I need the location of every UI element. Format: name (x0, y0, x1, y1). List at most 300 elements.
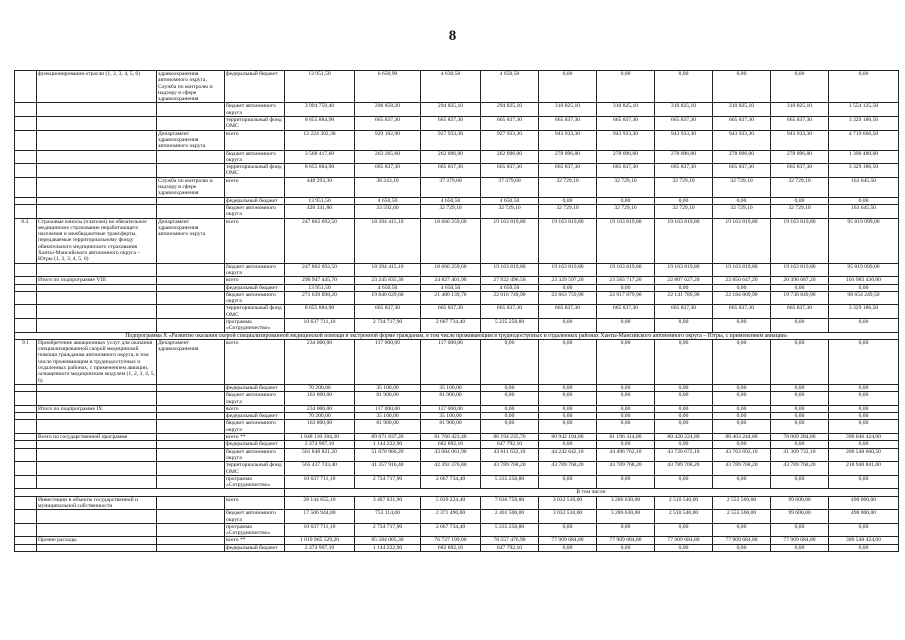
amount-cell: 929 102,90 (355, 130, 421, 150)
amount-cell: 3 286 630,00 (597, 496, 655, 510)
amount-cell: 43 084 061,90 (421, 448, 481, 462)
amount-cell: 665 837,30 (713, 305, 771, 319)
amount-cell: 6 650,90 (355, 71, 421, 103)
amount-cell: 0,00 (597, 384, 655, 391)
amount-cell: 18 666 259,60 (421, 218, 481, 263)
amount-cell: 0,00 (655, 441, 713, 448)
amount-cell: 0,00 (829, 284, 899, 291)
amount-cell: 0,00 (713, 392, 771, 406)
amount-cell: 0,00 (655, 475, 713, 489)
amount-cell: 2 667 734,40 (421, 318, 481, 332)
amount-cell: 665 837,30 (655, 117, 713, 131)
amount-cell: 0,00 (713, 284, 771, 291)
amount-cell: 0,00 (655, 420, 713, 434)
measure-name: функционирования отрасли (1, 2, 3, 4, 5, 6) (37, 71, 157, 103)
funding-source: всего (225, 218, 285, 263)
amount-cell: 81 900,00 (421, 392, 481, 406)
amount-cell: 247 862 692,50 (285, 218, 355, 263)
amount-cell: 0,00 (771, 523, 829, 537)
amount-cell: 389 548 424,00 (829, 537, 899, 544)
amount-cell: 23 583 717,20 (597, 277, 655, 284)
amount-cell: 163 645,50 (829, 177, 899, 197)
amount-cell: 0,00 (829, 392, 899, 406)
row-number (15, 117, 37, 131)
row-number: 8.3. (15, 218, 37, 263)
amount-cell: 2 734 717,90 (355, 475, 421, 489)
amount-cell: 0,00 (597, 339, 655, 384)
amount-cell: 0,00 (481, 420, 539, 434)
amount-cell: 0,00 (655, 544, 713, 551)
amount-cell: 0,00 (481, 384, 539, 391)
funding-source: федеральный бюджет (225, 384, 285, 391)
amount-cell: 13 951,50 (285, 284, 355, 291)
responsible-executor (157, 405, 225, 412)
measure-name: Итого по подпрограмме VIII (37, 277, 157, 284)
amount-cell: 665 837,30 (539, 305, 597, 319)
amount-cell: 665 837,30 (713, 117, 771, 131)
amount-cell: 13 951,50 (285, 197, 355, 204)
funding-source: программа «Сотрудничество» (225, 318, 285, 332)
amount-cell: 18 666 259,60 (421, 263, 481, 277)
amount-cell: 310 825,10 (771, 103, 829, 117)
amount-cell: 440 293,30 (285, 177, 355, 197)
amount-cell: 22 807 627,20 (655, 277, 713, 284)
amount-cell: 19 163 819,80 (713, 263, 771, 277)
amount-cell: 3 286 630,00 (597, 510, 655, 524)
banner-body (15, 332, 899, 339)
amount-cell: 0,00 (829, 544, 899, 551)
amount-cell: 290 947 445,70 (285, 277, 355, 284)
amount-cell: 76 727 199,00 (421, 537, 481, 544)
funding-source: всего (225, 405, 285, 412)
table-row (15, 291, 899, 305)
amount-cell: 0,00 (713, 475, 771, 489)
amount-cell: 19 163 819,80 (655, 218, 713, 263)
amount-cell: 43 789 768,20 (771, 462, 829, 476)
amount-cell: 70 200,00 (285, 413, 355, 420)
amount-cell: 0,00 (597, 197, 655, 204)
amount-cell: 20 396 687,20 (771, 277, 829, 284)
amount-cell: 33 592,60 (355, 204, 421, 218)
amount-cell: 0,00 (597, 284, 655, 291)
measure-name (37, 177, 157, 197)
row-number (15, 130, 37, 150)
amount-cell: 271 639 898,20 (285, 291, 355, 305)
funding-source: программа «Сотрудничество» (225, 475, 285, 489)
measure-name: Всего по государственной программе (37, 434, 157, 441)
amount-cell: 4 650,50 (355, 284, 421, 291)
amount-cell: 0,00 (829, 405, 899, 412)
amount-cell: 665 837,30 (355, 164, 421, 178)
funding-source: всего ** (225, 434, 285, 441)
amount-cell: 927 933,30 (481, 130, 539, 150)
funding-source: территориальный фонд ОМС (225, 164, 285, 178)
responsible-executor (157, 164, 225, 178)
amount-cell: 38 243,10 (355, 177, 421, 197)
amount-cell: 41 309 732,10 (771, 448, 829, 462)
row-number (15, 150, 37, 164)
table-row (15, 434, 899, 441)
amount-cell: 43 611 632,10 (481, 448, 539, 462)
subprogram-viii-body (15, 71, 899, 333)
amount-cell: 8 655 884,90 (285, 164, 355, 178)
amount-cell: 163 800,00 (285, 420, 355, 434)
amount-cell: 665 837,30 (655, 164, 713, 178)
amount-cell: 0,00 (771, 475, 829, 489)
blank-cell (15, 489, 285, 496)
amount-cell: 8 655 884,90 (285, 305, 355, 319)
amount-cell: 117 000,00 (355, 339, 421, 384)
amount-cell: 2 510 540,00 (655, 496, 713, 510)
amount-cell: 19 163 819,80 (597, 263, 655, 277)
amount-cell: 0,00 (713, 405, 771, 412)
measure-name (37, 164, 157, 178)
amount-cell: 77 909 684,80 (539, 537, 597, 544)
amount-cell: 81 900,00 (355, 420, 421, 434)
funding-source: территориальный фонд ОМС (225, 305, 285, 319)
amount-cell: 0,00 (539, 339, 597, 384)
amount-cell: 278 096,00 (655, 150, 713, 164)
amount-cell: 10 637 711,10 (285, 318, 355, 332)
responsible-executor (157, 537, 225, 544)
amount-cell: 927 933,30 (421, 130, 481, 150)
amount-cell: 81 196 314,80 (597, 434, 655, 441)
table-row (15, 197, 899, 204)
responsible-executor (157, 441, 225, 448)
responsible-executor (157, 384, 225, 391)
amount-cell: 78 009 284,80 (771, 434, 829, 441)
amount-cell: 43 789 768,20 (481, 462, 539, 476)
amount-cell: 24 827 401,90 (421, 277, 481, 284)
amount-cell: 99 600,00 (771, 496, 829, 510)
amount-cell: 32 729,10 (597, 204, 655, 218)
amount-cell: 43 763 692,10 (713, 448, 771, 462)
amount-cell: 665 837,30 (539, 117, 597, 131)
amount-cell: 0,00 (655, 284, 713, 291)
row-number (15, 291, 37, 305)
amount-cell: 19 840 629,60 (355, 291, 421, 305)
amount-cell: 86 194 235,70 (481, 434, 539, 441)
table-row (15, 277, 899, 284)
amount-cell: 0,00 (771, 413, 829, 420)
amount-cell: 10 637 711,10 (285, 523, 355, 537)
amount-cell: 43 789 768,20 (713, 462, 771, 476)
amount-cell: 35 100,00 (355, 413, 421, 420)
row-number (15, 448, 37, 462)
measure-name (37, 197, 157, 204)
amount-cell: 41 357 916,40 (355, 462, 421, 476)
row-number (15, 318, 37, 332)
table-row (15, 164, 899, 178)
amount-cell: 19 163 819,80 (713, 218, 771, 263)
amount-cell: 85 584 005,30 (355, 537, 421, 544)
responsible-executor (157, 204, 225, 218)
amount-cell: 19 163 819,80 (597, 218, 655, 263)
amount-cell: 22 850 647,20 (713, 277, 771, 284)
amount-cell: 2 667 734,40 (421, 523, 481, 537)
measure-name (37, 475, 157, 489)
amount-cell: 682 892,10 (421, 441, 481, 448)
amount-cell: 0,00 (713, 197, 771, 204)
amount-cell: 3 568 417,60 (285, 150, 355, 164)
amount-cell: 32 729,10 (771, 177, 829, 197)
amount-cell: 10 637 711,10 (285, 475, 355, 489)
row-number (15, 384, 37, 391)
table-row (15, 523, 899, 537)
row-number (15, 462, 37, 476)
responsible-executor (157, 305, 225, 319)
amount-cell: 0,00 (655, 197, 713, 204)
amount-cell: 7 636 758,80 (481, 496, 539, 510)
amount-cell: 1 019 965 529,20 (285, 537, 355, 544)
amount-cell: 310 825,10 (539, 103, 597, 117)
table-row (15, 448, 899, 462)
responsible-executor (157, 475, 225, 489)
amount-cell: 18 394 415,10 (355, 218, 421, 263)
amount-cell: 2 734 717,90 (355, 523, 421, 537)
subprogram-banner-row (15, 332, 899, 339)
amount-cell: 294 825,10 (481, 103, 539, 117)
amount-cell: 19 163 819,80 (481, 218, 539, 263)
amount-cell: 0,00 (771, 284, 829, 291)
amount-cell: 0,00 (713, 441, 771, 448)
table-row (15, 537, 899, 544)
responsible-executor (157, 284, 225, 291)
amount-cell: 0,00 (597, 441, 655, 448)
table-row (15, 218, 899, 263)
amount-cell: 2 474 907,10 (285, 544, 355, 551)
amount-cell: 647 792,10 (481, 441, 539, 448)
funding-source: бюджет автономного округа (225, 420, 285, 434)
amount-cell: 0,00 (655, 384, 713, 391)
amount-cell: 2 734 717,90 (355, 318, 421, 332)
table-row (15, 263, 899, 277)
amount-cell: 2 510 540,00 (655, 510, 713, 524)
table-row (15, 544, 899, 551)
amount-cell: 2 553 560,00 (713, 510, 771, 524)
measure-name (37, 544, 157, 551)
amount-cell: 77 909 684,80 (771, 537, 829, 544)
amount-cell: 21 480 139,70 (421, 291, 481, 305)
row-number (15, 475, 37, 489)
amount-cell: 4 650,50 (481, 197, 539, 204)
amount-cell: 0,00 (481, 405, 539, 412)
row-number (15, 441, 37, 448)
measure-name (37, 284, 157, 291)
funding-source: всего (225, 130, 285, 150)
row-number (15, 420, 37, 434)
amount-cell: 278 096,00 (771, 150, 829, 164)
funding-source: бюджет автономного округа (225, 204, 285, 218)
amount-cell: 0,00 (539, 413, 597, 420)
amount-cell: 682 892,10 (421, 544, 481, 551)
amount-cell: 647 792,10 (481, 544, 539, 551)
amount-cell: 98 654 249,50 (829, 291, 899, 305)
funding-source: всего ** (225, 537, 285, 544)
amount-cell: 0,00 (597, 405, 655, 412)
amount-cell: 753 114,00 (355, 510, 421, 524)
amount-cell: 665 837,30 (771, 117, 829, 131)
amount-cell: 23 245 835,30 (355, 277, 421, 284)
amount-cell: 0,00 (829, 420, 899, 434)
amount-cell: 3 487 831,90 (355, 496, 421, 510)
responsible-executor (157, 462, 225, 476)
amount-cell: 81 900,00 (421, 420, 481, 434)
amount-cell: 0,00 (771, 318, 829, 332)
measure-name (37, 103, 157, 117)
amount-cell: 19 163 819,80 (539, 263, 597, 277)
responsible-executor (157, 510, 225, 524)
amount-cell: 0,00 (655, 339, 713, 384)
amount-cell: 0,00 (829, 475, 899, 489)
amount-cell: 0,00 (539, 544, 597, 551)
amount-cell: 4 650,50 (481, 71, 539, 103)
breakdown-body (15, 496, 899, 551)
amount-cell: 0,00 (771, 339, 829, 384)
amount-cell: 5 235 258,80 (481, 475, 539, 489)
table-row (15, 339, 899, 384)
row-number (15, 537, 37, 544)
table-row (15, 475, 899, 489)
amount-cell: 19 730 849,90 (771, 291, 829, 305)
amount-cell: 665 837,30 (771, 164, 829, 178)
amount-cell: 1 144 222,90 (355, 441, 421, 448)
amount-cell: 0,00 (713, 339, 771, 384)
amount-cell: 0,00 (829, 384, 899, 391)
responsible-executor (157, 117, 225, 131)
amount-cell: 42 392 376,80 (421, 462, 481, 476)
in-that-number-label: В том числе: (285, 489, 899, 496)
responsible-executor (157, 448, 225, 462)
amount-cell: 32 729,10 (655, 204, 713, 218)
amount-cell: 310 825,10 (597, 103, 655, 117)
amount-cell: 0,00 (829, 523, 899, 537)
funding-source: бюджет автономного округа (225, 448, 285, 462)
amount-cell: 0,00 (539, 441, 597, 448)
amount-cell: 310 825,10 (655, 103, 713, 117)
amount-cell: 0,00 (597, 544, 655, 551)
amount-cell: 561 848 821,20 (285, 448, 355, 462)
responsible-executor (157, 291, 225, 305)
table-row (15, 177, 899, 197)
amount-cell: 0,00 (597, 420, 655, 434)
amount-cell: 35 100,00 (421, 384, 481, 391)
amount-cell: 0,00 (539, 284, 597, 291)
amount-cell: 296 858,20 (355, 103, 421, 117)
amount-cell: 77 909 684,80 (655, 537, 713, 544)
measure-name: Итого по подпрограмме IX (37, 405, 157, 412)
funding-source: всего (225, 496, 285, 510)
amount-cell: 0,00 (539, 475, 597, 489)
funding-source: федеральный бюджет (225, 441, 285, 448)
row-number (15, 392, 37, 406)
amount-cell: 117 000,00 (421, 339, 481, 384)
amount-cell: 247 862 692,50 (285, 263, 355, 277)
amount-cell: 1 390 480,00 (829, 150, 899, 164)
measure-name (37, 305, 157, 319)
measure-name: Страховые взносы (платежи) на обязательное медицинское страхование неработающего населения и межбюджетные трансферты, передаваемые территориальному фонду обязательного медицинского страхования Ханты-Мансийского автономного округа – Югры (1, 2, 3, 4, 5, 6) (37, 218, 157, 263)
amount-cell: 32 729,10 (481, 204, 539, 218)
amount-cell: 3 032 510,00 (539, 496, 597, 510)
row-number (15, 197, 37, 204)
amount-cell: 5 039 224,40 (421, 496, 481, 510)
amount-cell: 0,00 (597, 392, 655, 406)
amount-cell: 665 837,30 (771, 305, 829, 319)
responsible-executor (157, 413, 225, 420)
amount-cell: 2 667 734,40 (421, 475, 481, 489)
amount-cell: 19 163 819,80 (655, 263, 713, 277)
funding-source: бюджет автономного округа (225, 392, 285, 406)
table-row (15, 462, 899, 476)
amount-cell: 0,00 (539, 523, 597, 537)
measure-name: Прочие расходы (37, 537, 157, 544)
row-number (15, 434, 37, 441)
amount-cell: 2 371 490,00 (421, 510, 481, 524)
amount-cell: 665 837,30 (597, 117, 655, 131)
amount-cell: 43 789 768,20 (655, 462, 713, 476)
funding-source: бюджет автономного округа (225, 263, 285, 277)
funding-source: бюджет автономного округа (225, 291, 285, 305)
amount-cell: 4 650,50 (421, 197, 481, 204)
amount-cell: 1 048 110 184,30 (285, 434, 355, 441)
amount-cell: 8 655 884,90 (285, 117, 355, 131)
amount-cell: 37 379,60 (421, 177, 481, 197)
amount-cell: 0,00 (539, 384, 597, 391)
responsible-executor (157, 523, 225, 537)
table-row (15, 318, 899, 332)
funding-source: бюджет автономного округа (225, 510, 285, 524)
amount-cell: 0,00 (655, 71, 713, 103)
amount-cell: 37 379,60 (481, 177, 539, 197)
amount-cell: 3 329 186,50 (829, 305, 899, 319)
measure-name (37, 523, 157, 537)
responsible-executor: Департамент здравоохранения автономного округа (157, 218, 225, 263)
amount-cell: 32 729,10 (713, 204, 771, 218)
amount-cell: 0,00 (771, 197, 829, 204)
amount-cell: 2 474 907,10 (285, 441, 355, 448)
amount-cell: 0,00 (597, 71, 655, 103)
row-number (15, 413, 37, 420)
amount-cell: 13 951,50 (285, 71, 355, 103)
row-number (15, 284, 37, 291)
amount-cell: 19 163 819,80 (539, 218, 597, 263)
amount-cell: 665 837,30 (481, 117, 539, 131)
amount-cell: 28 144 655,10 (285, 496, 355, 510)
measure-name (37, 392, 157, 406)
funding-source: федеральный бюджет (225, 544, 285, 551)
amount-cell: 32 729,10 (713, 177, 771, 197)
amount-cell: 81 900,00 (355, 392, 421, 406)
amount-cell: 4 719 666,50 (829, 130, 899, 150)
amount-cell: 0,00 (829, 197, 899, 204)
amount-cell: 17 506 944,00 (285, 510, 355, 524)
table-row (15, 71, 899, 103)
measure-name (37, 441, 157, 448)
table-row (15, 384, 899, 391)
amount-cell: 1 144 222,90 (355, 544, 421, 551)
amount-cell: 665 837,30 (421, 164, 481, 178)
amount-cell: 4 650,50 (355, 197, 421, 204)
amount-cell: 0,00 (771, 392, 829, 406)
amount-cell: 0,00 (829, 441, 899, 448)
row-number (15, 177, 37, 197)
amount-cell: 294 825,10 (421, 103, 481, 117)
amount-cell: 0,00 (713, 523, 771, 537)
amount-cell: 4 650,50 (421, 284, 481, 291)
amount-cell: 0,00 (655, 318, 713, 332)
subprogram-ix-body (15, 339, 899, 489)
table-row (15, 441, 899, 448)
